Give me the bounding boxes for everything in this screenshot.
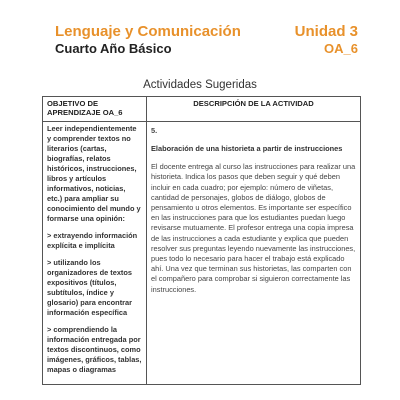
unit-label: Unidad 3 bbox=[294, 23, 358, 40]
section-title: Actividades Sugeridas bbox=[143, 79, 257, 91]
header-left bbox=[55, 24, 241, 57]
grade-subtitle: Cuarto Año Básico bbox=[55, 41, 172, 56]
activity-table bbox=[42, 96, 361, 385]
subject-title: Lenguaje y Comunicación bbox=[55, 23, 241, 40]
activity-number: 5. bbox=[151, 126, 158, 135]
activity-title: Elaboración de una historieta a partir de instrucciones bbox=[151, 144, 343, 154]
description-column-header: DESCRIPCIÓN DE LA ACTIVIDAD bbox=[147, 97, 361, 122]
table-header-row bbox=[43, 97, 361, 122]
activity-description: El docente entrega al curso las instrucciones para realizar una historieta. Indica los pasos que deben seguir y qué deben incluir en cada cuadro; por ejemplo: número de viñetas, cantidad de personajes, globos de diálogo, globos de pensamiento u otros elementos. Es importante ser específico en las instrucciones para que los estudiantes puedan luego revisarse mutuamente. El profesor entrega una copia impresa de las instrucciones a cada estudiante y explica que pueden resolver sus preguntas leyendo nuevamente las instrucciones, pues todo lo necesario para hacer el trabajo está explicado ahí. Una vez que terminan sus historietas, las comparten con el compañero para comprobar si siguieron correctamente las instrucciones. bbox=[151, 162, 356, 294]
objective-point: > comprendiendo la información entregada por textos discontinuos, como imágenes, gráficos, tablas, mapas o diagramas bbox=[47, 325, 142, 374]
objective-intro: Leer independientemente y comprender textos no literarios (cartas, biografías, relatos históricos, instrucciones, libros y artículos informativos, noticias, etc.) para ampliar su conocimiento del mundo y formarse una opinión: bbox=[47, 124, 141, 223]
activity-cell bbox=[147, 122, 361, 385]
objective-cell bbox=[43, 122, 147, 385]
objective-point: > utilizando los organizadores de textos expositivos (títulos, subtítulos, índice y glosario) para encontrar información específica bbox=[47, 258, 133, 317]
objective-point: > extrayendo información explícita e implícita bbox=[47, 231, 138, 250]
table-row bbox=[43, 122, 361, 385]
header-right bbox=[295, 24, 358, 57]
objective-column-header: OBJETIVO DE APRENDIZAJE OA_6 bbox=[43, 97, 147, 122]
objective-code: OA_6 bbox=[324, 41, 358, 56]
